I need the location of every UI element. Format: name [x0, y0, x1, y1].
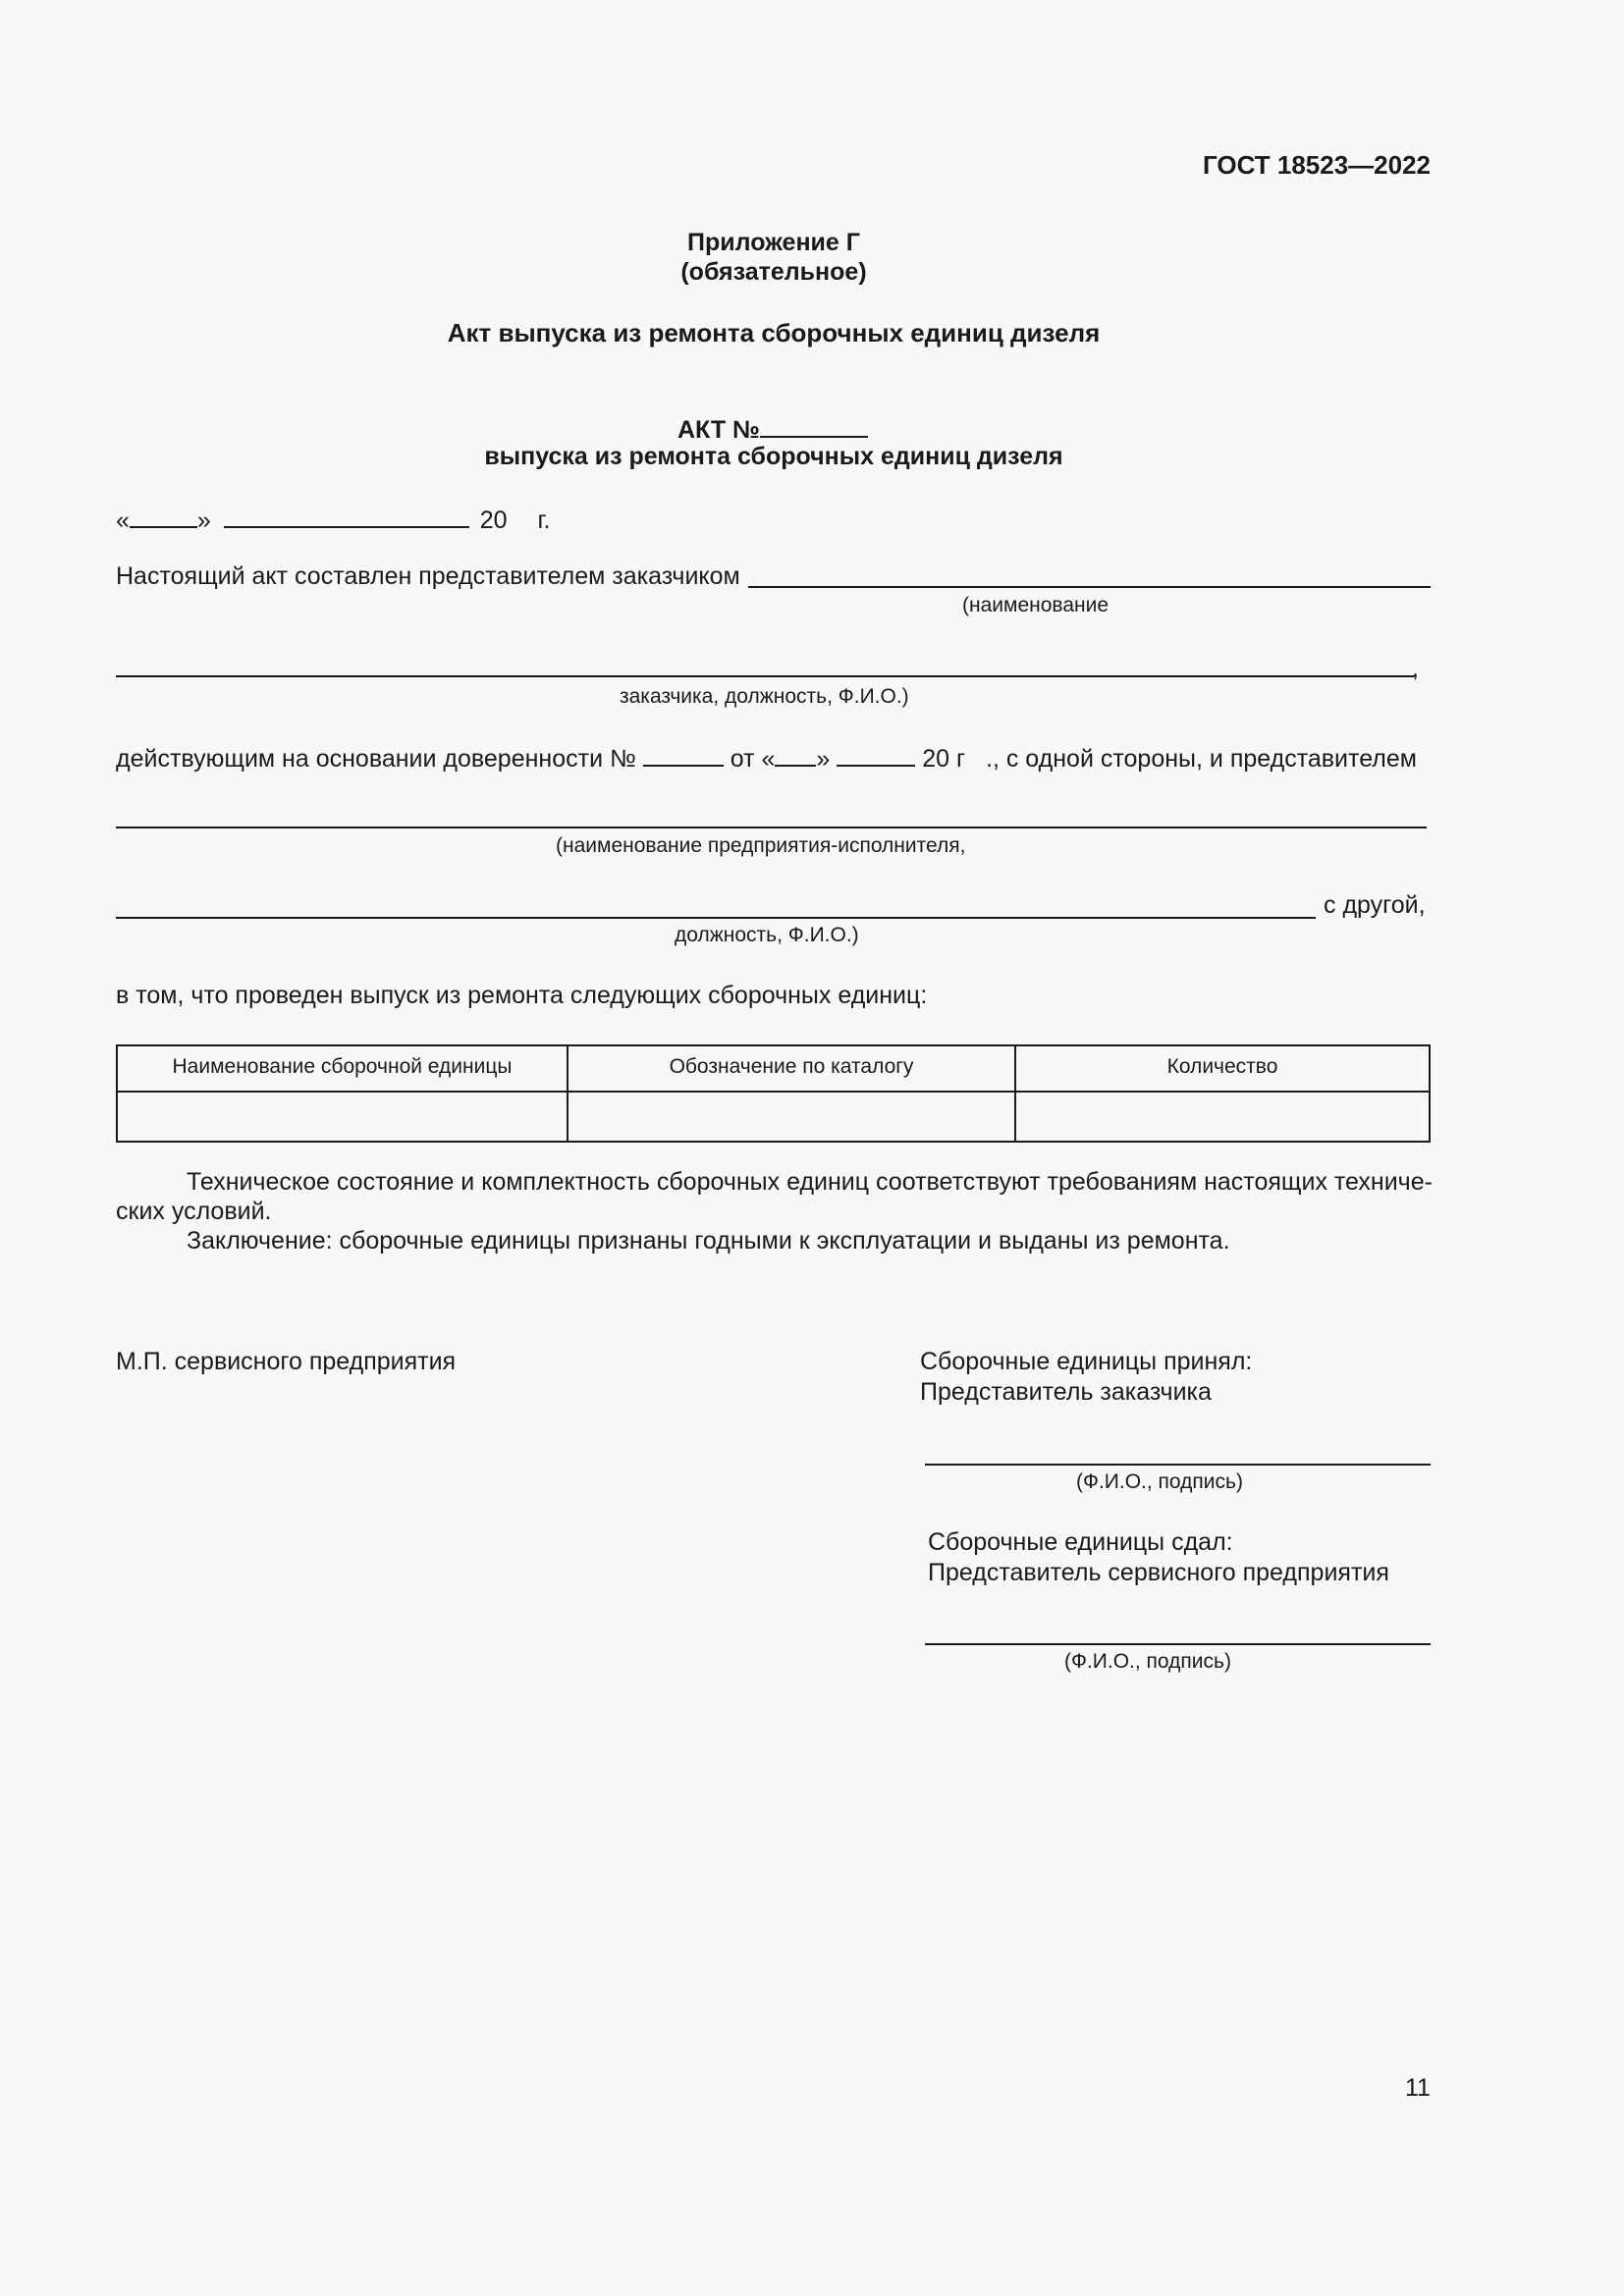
customer-rep-label: Представитель заказчика: [920, 1378, 1212, 1406]
composed-by-text: Настоящий акт составлен представителем заказчиком: [116, 562, 740, 590]
from-text: от «: [730, 745, 776, 773]
table-header-separator: [118, 1091, 1429, 1093]
poa-year: 20 г: [922, 745, 966, 773]
customer-details-line: [116, 675, 1415, 677]
seal-label: М.П. сервисного предприятия: [116, 1348, 457, 1375]
hint-contractor: (наименование предприятия-исполнителя,: [556, 834, 966, 857]
accepted-by-label: Сборочные единицы принял:: [920, 1348, 1253, 1375]
power-of-attorney-number-blank: [643, 741, 724, 767]
appendix-heading: Акт выпуска из ремонта сборочных единиц дизеля: [447, 318, 1101, 347]
date-month-blank: [224, 503, 469, 528]
poa-quote-close: »: [816, 745, 831, 773]
hint-position: должность, Ф.И.О.): [675, 924, 859, 946]
service-signature-line: [925, 1643, 1431, 1645]
assembly-units-table: [116, 1044, 1431, 1143]
poa-day-blank: [775, 741, 816, 767]
table-header-quantity: Количество: [1166, 1055, 1278, 1078]
date-year-prefix: 20: [479, 507, 508, 534]
other-side-text: с другой,: [1324, 891, 1426, 919]
contractor-name-line: [116, 827, 1427, 828]
date-quote-open: «: [116, 507, 130, 534]
table-header-catalog: Обозначение по каталогу: [669, 1055, 914, 1078]
document-code: ГОСТ 18523—2022: [1203, 150, 1431, 180]
hint-name: (наименование: [962, 594, 1109, 616]
table-row-empty-name: [118, 1095, 567, 1141]
act-number-label: АКТ №: [677, 416, 761, 444]
customer-signature-hint: (Ф.И.О., подпись): [1076, 1470, 1243, 1493]
appendix-status: (обязательное): [680, 258, 867, 286]
service-signature-hint: (Ф.И.О., подпись): [1064, 1650, 1231, 1673]
table-row-empty-quantity: [1016, 1095, 1429, 1141]
one-side-text: ., с одной стороны, и представителем: [986, 745, 1417, 773]
act-number: [677, 412, 868, 445]
date-line: [116, 503, 551, 535]
date-day-blank: [130, 503, 197, 528]
appendix-title: Приложение Г: [687, 229, 860, 256]
hint-customer: заказчика, должность, Ф.И.О.): [620, 685, 909, 708]
contractor-details-line: [116, 917, 1316, 919]
service-rep-label: Представитель сервисного предприятия: [928, 1559, 1389, 1586]
paragraph-conclusion: Заключение: сборочные единицы признаны годными к эксплуатации и выданы из ремонта.: [187, 1227, 1230, 1255]
table-header-name: Наименование сборочной единицы: [172, 1055, 513, 1078]
page-number: 11: [1405, 2074, 1431, 2102]
paragraph-condition: Техническое состояние и комплектность сборочных единиц соответствуют требованиям настоящих техниче-: [187, 1168, 1433, 1196]
handed-by-label: Сборочные единицы сдал:: [928, 1528, 1233, 1556]
customer-name-line: [748, 586, 1431, 588]
date-quote-close: »: [196, 507, 211, 534]
customer-signature-line: [925, 1464, 1431, 1466]
comma: ,: [1412, 655, 1419, 682]
acting-basis-text: действующим на основании доверенности №: [116, 745, 636, 773]
act-subtitle: выпуска из ремонта сборочных единиц дизеля: [484, 443, 1063, 470]
poa-month-blank: [837, 741, 915, 767]
date-year-suffix: г.: [537, 507, 551, 534]
act-number-blank: [760, 412, 868, 438]
acting-basis-line: [116, 741, 1431, 774]
table-row-empty-catalog: [568, 1095, 1014, 1141]
about-text: в том, что проведен выпуск из ремонта следующих сборочных единиц:: [116, 982, 928, 1009]
paragraph-condition-cont: ских условий.: [116, 1198, 272, 1225]
